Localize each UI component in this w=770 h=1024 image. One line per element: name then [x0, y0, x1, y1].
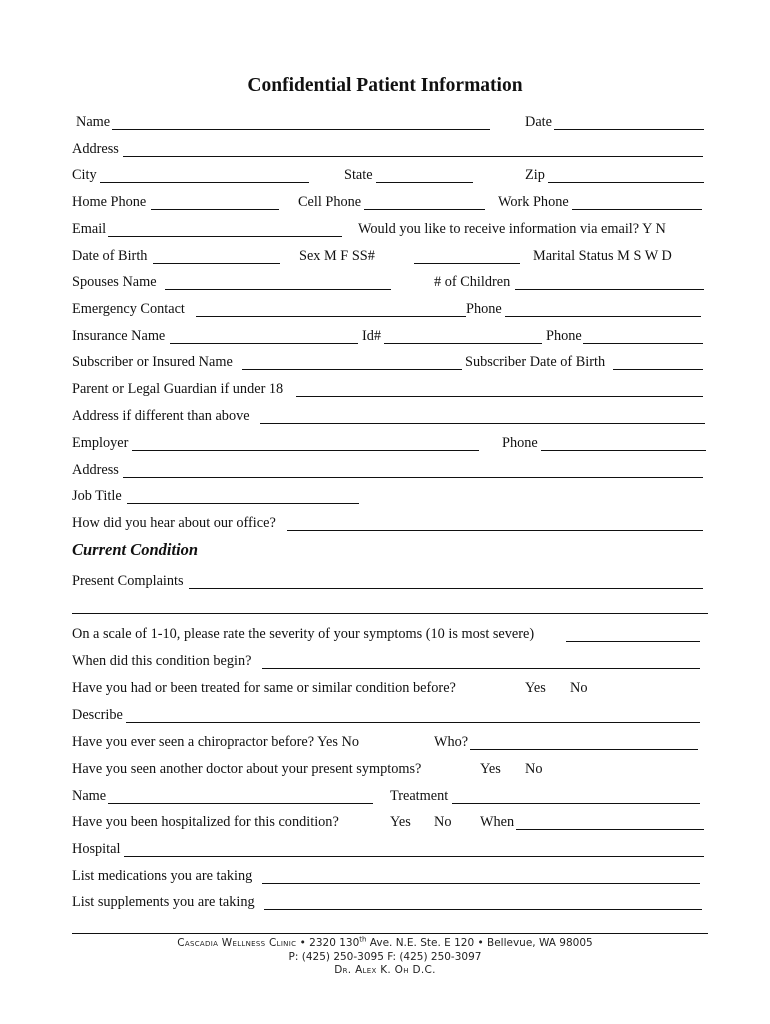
- footer-divider: [72, 933, 708, 934]
- state-field[interactable]: [376, 182, 473, 183]
- row-referral: [72, 514, 708, 534]
- clinic-address-ordinal: th: [359, 935, 367, 944]
- zip-field[interactable]: [548, 182, 704, 183]
- employer-field[interactable]: [132, 450, 479, 451]
- doctor-name-field[interactable]: [108, 803, 373, 804]
- state-label: State: [344, 167, 373, 183]
- other-doctor-yes[interactable]: Yes: [480, 761, 501, 777]
- row-dob: [72, 247, 708, 267]
- home-phone-field[interactable]: [151, 209, 279, 210]
- who-field[interactable]: [470, 749, 698, 750]
- emergency-field[interactable]: [196, 316, 466, 317]
- row-medications: [72, 867, 708, 887]
- onset-label: When did this condition begin?: [72, 653, 252, 669]
- row-supplements: [72, 893, 708, 913]
- complaints-label: Present Complaints: [72, 573, 184, 589]
- row-spouse: [72, 273, 708, 293]
- complaints-field-line-2[interactable]: [72, 613, 708, 614]
- clinic-name: Cascadia Wellness Clinic: [177, 937, 297, 949]
- ssn-field[interactable]: [414, 263, 520, 264]
- work-phone-label: Work Phone: [498, 194, 569, 210]
- prior-treatment-no[interactable]: No: [570, 680, 588, 696]
- address-label: Address: [72, 141, 119, 157]
- referral-field[interactable]: [287, 530, 703, 531]
- row-chiropractor: [72, 733, 708, 753]
- row-emergency: [72, 300, 708, 320]
- employer-address-field[interactable]: [123, 477, 703, 478]
- row-email: [72, 220, 708, 240]
- email-field[interactable]: [108, 236, 342, 237]
- row-prior-treatment: [72, 679, 708, 699]
- footer-address-line: [0, 937, 770, 950]
- cell-phone-label: Cell Phone: [298, 194, 362, 210]
- referral-label: How did you hear about our office?: [72, 515, 276, 531]
- address-diff-field[interactable]: [260, 423, 705, 424]
- insurance-phone-label: Phone: [546, 328, 582, 344]
- sex-label: Sex M F SS#: [299, 248, 375, 264]
- email-question: Would you like to receive information via email? Y N: [358, 221, 666, 237]
- clinic-address-end: Ave. N.E. Ste. E 120 • Bellevue, WA 98005: [366, 937, 593, 949]
- hospitalized-label: Have you been hospitalized for this condition?: [72, 814, 339, 830]
- hospital-label: Hospital: [72, 841, 121, 857]
- emergency-phone-label: Phone: [466, 301, 502, 317]
- row-employer: [72, 434, 708, 454]
- city-field[interactable]: [100, 182, 309, 183]
- form-title: Confidential Patient Information: [247, 75, 523, 96]
- row-name-date: [72, 113, 708, 133]
- row-guardian: [72, 380, 708, 400]
- insurance-label: Insurance Name: [72, 328, 166, 344]
- severity-label: On a scale of 1-10, please rate the severity of your symptoms (10 is most severe): [72, 626, 535, 642]
- supplements-label: List supplements you are taking: [72, 894, 255, 910]
- children-label: # of Children: [434, 274, 511, 290]
- spouse-label: Spouses Name: [72, 274, 157, 290]
- row-other-doctor: [72, 760, 708, 780]
- employer-label: Employer: [72, 435, 129, 451]
- row-city-state-zip: [72, 166, 708, 186]
- doctor-name-label: Name: [72, 788, 107, 804]
- describe-label: Describe: [72, 707, 123, 723]
- row-subscriber: [72, 353, 708, 373]
- row-hospital: [72, 840, 708, 860]
- row-insurance: [72, 327, 708, 347]
- subscriber-field[interactable]: [242, 369, 462, 370]
- hospitalized-no[interactable]: No: [434, 814, 452, 830]
- treatment-label: Treatment: [390, 788, 449, 804]
- row-address-diff: [72, 407, 708, 427]
- children-field[interactable]: [515, 289, 704, 290]
- date-field[interactable]: [554, 129, 704, 130]
- id-label: Id#: [362, 328, 382, 344]
- city-label: City: [72, 167, 97, 183]
- marital-label: Marital Status M S W D: [533, 248, 672, 264]
- job-title-field[interactable]: [127, 503, 359, 504]
- medications-label: List medications you are taking: [72, 868, 253, 884]
- cell-phone-field[interactable]: [364, 209, 485, 210]
- dob-label: Date of Birth: [72, 248, 148, 264]
- address-diff-label: Address if different than above: [72, 408, 250, 424]
- dob-field[interactable]: [153, 263, 280, 264]
- subscriber-dob-label: Subscriber Date of Birth: [465, 354, 606, 370]
- hospitalized-yes[interactable]: Yes: [390, 814, 411, 830]
- work-phone-field[interactable]: [572, 209, 702, 210]
- when-label: When: [480, 814, 515, 830]
- employer-phone-label: Phone: [502, 435, 538, 451]
- row-complaints: [72, 572, 708, 592]
- employer-address-label: Address: [72, 462, 119, 478]
- severity-field[interactable]: [566, 641, 700, 642]
- row-severity: [72, 625, 708, 645]
- describe-field[interactable]: [126, 722, 700, 723]
- home-phone-label: Home Phone: [72, 194, 147, 210]
- row-doctor-treatment: [72, 787, 708, 807]
- subscriber-label: Subscriber or Insured Name: [72, 354, 233, 370]
- section-heading-current-condition: Current Condition: [72, 540, 199, 559]
- name-label: Name: [76, 114, 111, 130]
- date-label: Date: [525, 114, 552, 130]
- guardian-field[interactable]: [296, 396, 703, 397]
- guardian-label: Parent or Legal Guardian if under 18: [72, 381, 284, 397]
- emergency-phone-field[interactable]: [505, 316, 701, 317]
- complaints-field[interactable]: [189, 588, 703, 589]
- zip-label: Zip: [525, 167, 545, 183]
- row-job-title: [72, 487, 708, 507]
- supplements-field[interactable]: [264, 909, 702, 910]
- row-onset: [72, 652, 708, 672]
- row-phones: [72, 193, 708, 213]
- when-field[interactable]: [516, 829, 704, 830]
- subscriber-dob-field[interactable]: [613, 369, 703, 370]
- prior-treatment-label: Have you had or been treated for same or similar condition before?: [72, 680, 456, 696]
- row-address: [72, 140, 708, 160]
- job-title-label: Job Title: [72, 488, 122, 504]
- prior-treatment-yes[interactable]: Yes: [525, 680, 546, 696]
- insurance-phone-field[interactable]: [583, 343, 703, 344]
- address-field[interactable]: [123, 156, 703, 157]
- clinic-address-start: • 2320 130: [296, 937, 360, 949]
- spouse-field[interactable]: [165, 289, 391, 290]
- medications-field[interactable]: [262, 883, 700, 884]
- other-doctor-no[interactable]: No: [525, 761, 543, 777]
- insurance-field[interactable]: [170, 343, 358, 344]
- name-field[interactable]: [112, 129, 490, 130]
- hospital-field[interactable]: [124, 856, 704, 857]
- who-label: Who?: [434, 734, 469, 750]
- row-describe: [72, 706, 708, 726]
- row-complaints-continued: [72, 597, 708, 617]
- emergency-label: Emergency Contact: [72, 301, 185, 317]
- id-field[interactable]: [384, 343, 542, 344]
- row-employer-address: [72, 461, 708, 481]
- onset-field[interactable]: [262, 668, 700, 669]
- footer-phones: P: (425) 250-3095 F: (425) 250-3097: [288, 951, 482, 963]
- other-doctor-label: Have you seen another doctor about your present symptoms?: [72, 761, 422, 777]
- email-label: Email: [72, 221, 107, 237]
- treatment-field[interactable]: [452, 803, 700, 804]
- chiropractor-label: Have you ever seen a chiropractor before? Yes No: [72, 734, 360, 750]
- row-hospitalized: [72, 813, 708, 833]
- employer-phone-field[interactable]: [541, 450, 706, 451]
- footer-doctor: Dr. Alex K. Oh D.C.: [334, 964, 436, 976]
